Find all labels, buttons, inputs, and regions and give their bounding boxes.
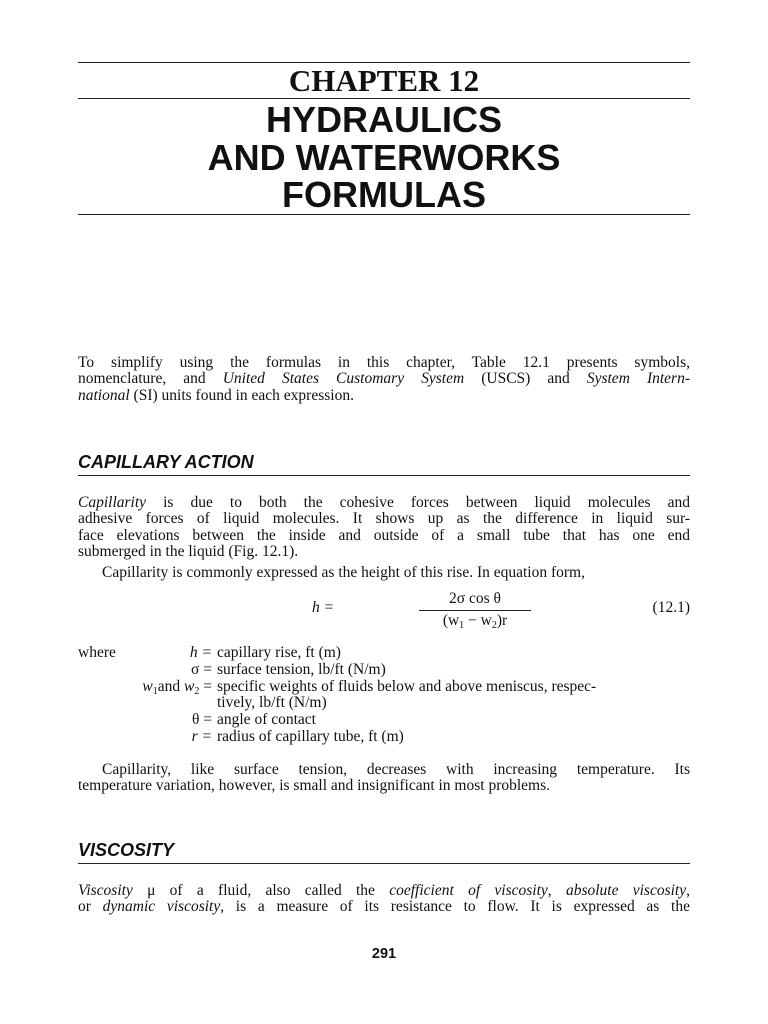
italic-term: absolute viscosity [565, 882, 687, 899]
definition-symbol: r = [191, 727, 212, 745]
definition-row [78, 662, 690, 679]
text-line: national (SI) units found in each expression. [78, 386, 354, 404]
text-line: Capillarity is due to both the cohesive forces between liquid molecules and [78, 494, 690, 511]
text-line: or dynamic viscosity, is a measure of its resistance to flow. It is expressed as the [78, 898, 690, 916]
capillarity-equation-intro: Capillarity is commonly expressed as the height of this rise. In equation form, [102, 564, 585, 581]
italic-term: United States Customary System [222, 370, 465, 388]
text-line: adhesive forces of liquid molecules. It shows up as the difference in liquid sur- [78, 510, 690, 528]
definition-text: angle of contact [217, 711, 316, 729]
section-heading-capillary-action: CAPILLARY ACTION [78, 452, 254, 472]
chapter-label: CHAPTER 12 [288, 63, 480, 98]
den-part: − w [464, 612, 492, 629]
italic-term: Capillarity [78, 494, 147, 511]
capillarity-temperature-paragraph [78, 762, 690, 795]
symbol-subscript: 2 [194, 685, 200, 697]
den-sub: 2 [491, 620, 497, 631]
italic-term: System Intern- [586, 370, 690, 388]
equation-denominator [419, 612, 531, 635]
definition-row [78, 729, 690, 746]
text-line: temperature variation, however, is small and insignificant in most problems. [78, 777, 551, 795]
definition-row [78, 645, 690, 662]
chapter-title-line: HYDRAULICS [265, 99, 502, 140]
definition-text: surface tension, lb/ft (N/m) [217, 660, 386, 678]
italic-term: dynamic viscosity [102, 898, 221, 916]
section-heading-viscosity: VISCOSITY [78, 840, 175, 860]
definition-text: radius of capillary tube, ft (m) [217, 727, 404, 745]
fraction-bar [419, 610, 531, 611]
text-line: Viscosity μ of a fluid, also called the coefficient of viscosity, absolute viscosity, [78, 882, 690, 899]
chapter-title-line: AND WATERWORKS [207, 136, 561, 178]
italic-term: national [78, 386, 130, 404]
where-label: where [78, 644, 116, 661]
definition-row [78, 712, 690, 729]
variable-definitions [78, 645, 690, 746]
chapter-title-rule [78, 214, 690, 215]
equation-fraction [419, 589, 531, 635]
capillarity-paragraph [78, 495, 690, 561]
symbol-w: w [142, 677, 153, 695]
chapter-title [78, 101, 690, 214]
text-line: nomenclature, and United States Customary System (USCS) and System Intern- [78, 370, 690, 388]
text-line: face elevations between the inside and outside of a small tube that has one end [78, 526, 690, 544]
intro-paragraph [78, 355, 690, 404]
page-number: 291 [371, 946, 397, 962]
text-line: Capillarity, like surface tension, decreases with increasing temperature. Its [102, 761, 690, 778]
definition-text: specific weights of fluids below and above meniscus, respec- [217, 677, 597, 695]
section-rule [78, 475, 690, 476]
definition-row [78, 679, 690, 696]
equation-numerator: 2σ cos θ [449, 590, 501, 607]
equation-lhs [312, 599, 334, 617]
definition-symbol-w: $w_1and$ $w_2$ = [142, 677, 212, 697]
definition-symbol: h = [189, 644, 212, 661]
italic-term: Viscosity [78, 882, 133, 899]
symbol-subscript: 1 [152, 685, 158, 697]
definition-text-continued: tively, lb/ft (N/m) [217, 694, 327, 712]
den-part: (w [442, 612, 460, 629]
definition-row [78, 695, 690, 712]
chapter-title-line: FORMULAS [282, 174, 486, 215]
symbol-w: w [184, 677, 195, 695]
viscosity-paragraph [78, 883, 690, 916]
den-sub: 1 [459, 620, 465, 631]
definition-text: capillary rise, ft (m) [217, 644, 341, 661]
definition-symbol: σ = [191, 660, 212, 678]
text-line: submerged in the liquid (Fig. 12.1). [78, 543, 299, 561]
italic-term: coefficient of viscosity [389, 882, 548, 899]
section-rule [78, 863, 690, 864]
text-line: To simplify using the formulas in this chapter, Table 12.1 presents symbols, [78, 354, 690, 371]
equation-lhs-text: h = [312, 599, 335, 616]
definition-symbol: θ = [191, 711, 212, 729]
equation-12-1 [78, 589, 690, 629]
equation-number: (12.1) [652, 599, 690, 616]
den-part: )r [496, 612, 508, 629]
